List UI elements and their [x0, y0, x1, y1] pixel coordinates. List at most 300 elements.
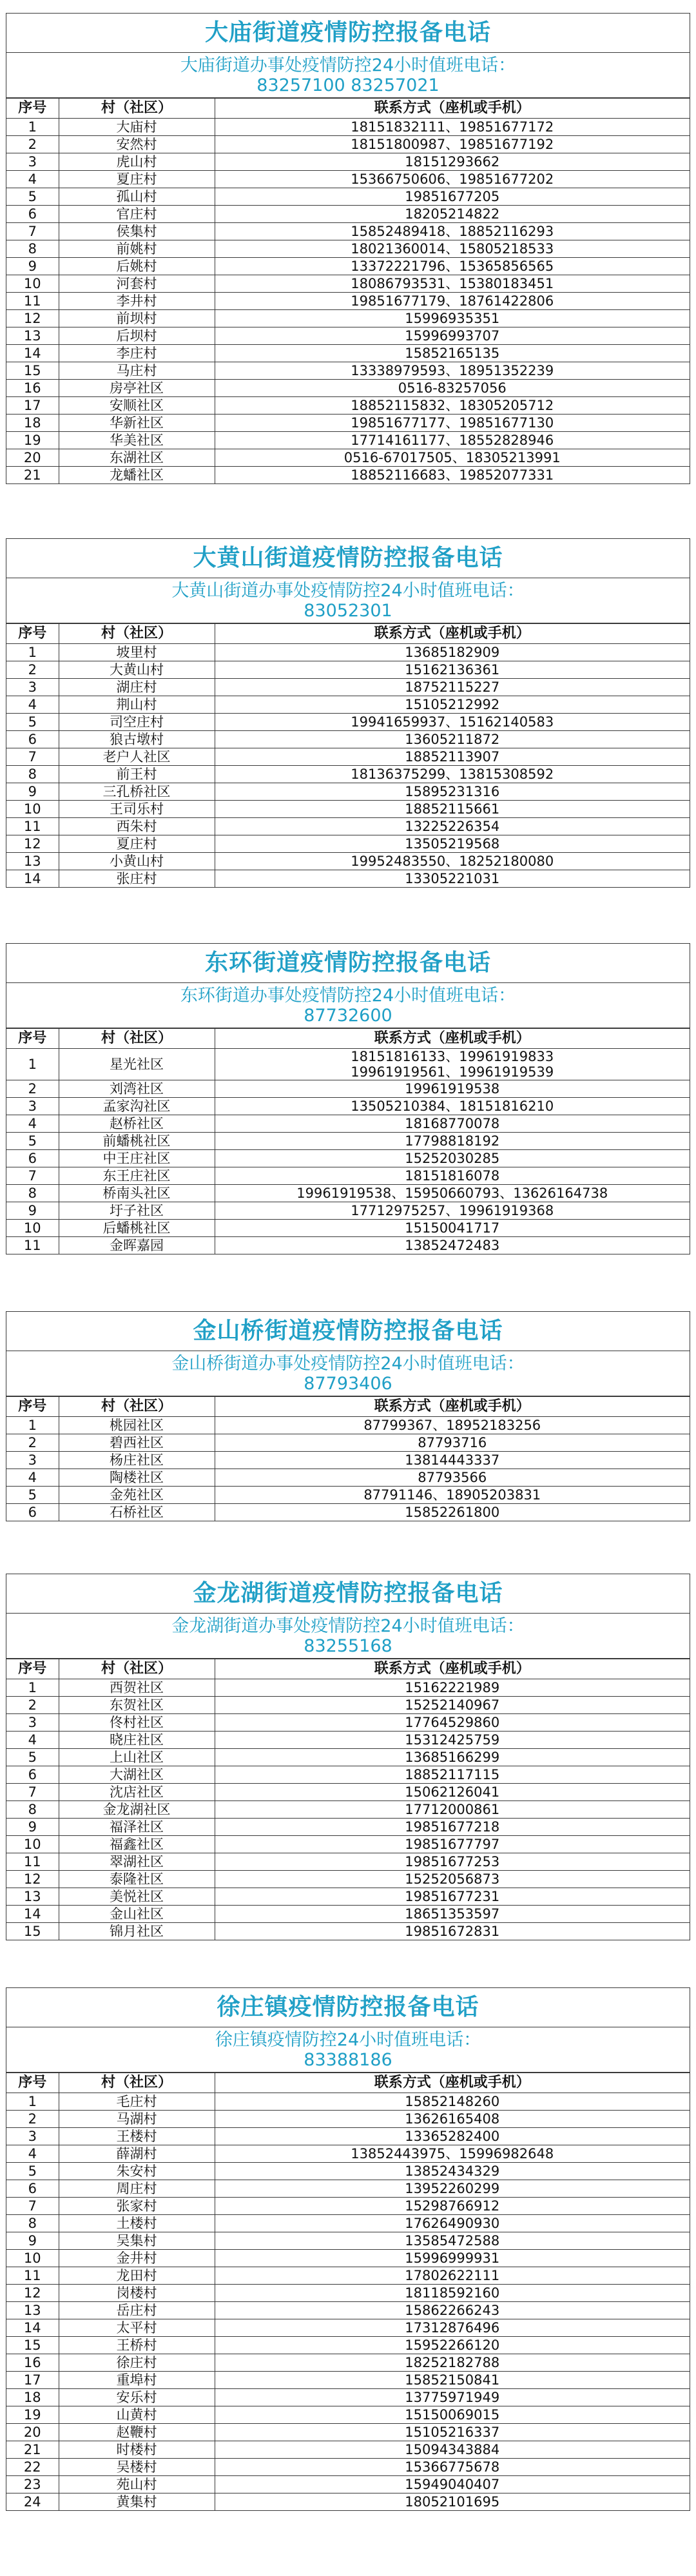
village-name: 张庄村	[59, 870, 215, 888]
table-row	[6, 1697, 690, 1714]
village-name: 孤山村	[59, 188, 215, 206]
contact-cell	[215, 2145, 690, 2163]
village-name: 狼古墩村	[59, 731, 215, 748]
village-name: 东贺社区	[59, 1697, 215, 1714]
row-number: 11	[6, 818, 59, 835]
village-name: 赵桥社区	[59, 1115, 215, 1133]
contact-cell	[215, 1836, 690, 1853]
village-name: 夏庄村	[59, 835, 215, 853]
phone-number: 13505210384、18151816210	[351, 1098, 554, 1114]
table-row	[6, 1906, 690, 1923]
village-name: 碧西社区	[59, 1434, 215, 1452]
village-name: 后姚村	[59, 258, 215, 275]
phone-number: 15949040407	[405, 2477, 500, 2492]
table-row	[6, 2302, 690, 2319]
phone-number: 13505219568	[405, 836, 500, 852]
row-number: 4	[6, 2145, 59, 2163]
phone-number: 13775971949	[405, 2390, 500, 2405]
table-row	[6, 801, 690, 818]
table-row	[6, 1679, 690, 1697]
village-name: 黄集村	[59, 2493, 215, 2511]
phone-number: 19851677797	[405, 1837, 500, 1852]
table-row	[6, 1801, 690, 1819]
village-name: 山黄村	[59, 2406, 215, 2424]
hotline-numbers: 83388186	[304, 2050, 392, 2070]
village-name: 大湖社区	[59, 1766, 215, 1784]
row-number: 10	[6, 1836, 59, 1853]
phone-number: 18852117115	[405, 1767, 500, 1782]
phone-number: 15062126041	[405, 1784, 500, 1800]
section-title: 东环街道疫情防控报备电话	[6, 944, 690, 983]
village-name: 坡里村	[59, 644, 215, 661]
table-header-row	[6, 1029, 690, 1049]
row-number: 13	[6, 853, 59, 870]
table-row	[6, 2459, 690, 2476]
table-row	[6, 1819, 690, 1836]
hotline	[6, 1614, 690, 1659]
contact-table	[6, 623, 690, 887]
row-number: 10	[6, 2250, 59, 2267]
village-name: 陶楼社区	[59, 1469, 215, 1487]
village-name: 沈店社区	[59, 1784, 215, 1801]
section-title: 大黄山街道疫情防控报备电话	[6, 539, 690, 578]
contact-cell	[215, 432, 690, 449]
table-row	[6, 679, 690, 696]
table-row	[6, 153, 690, 171]
phone-number: 18852115832、18305205712	[351, 398, 554, 413]
header-no: 序号	[6, 99, 59, 119]
village-name: 朱安村	[59, 2163, 215, 2180]
row-number: 4	[6, 1115, 59, 1133]
row-number: 9	[6, 2232, 59, 2250]
village-name: 徐庄村	[59, 2354, 215, 2372]
table-row	[6, 1049, 690, 1080]
table-row	[6, 1714, 690, 1732]
phone-number: 15952266120	[405, 2337, 500, 2353]
hotline	[6, 2027, 690, 2073]
table-row	[6, 1923, 690, 1940]
village-name: 侯集村	[59, 223, 215, 240]
contact-cell	[215, 714, 690, 731]
row-number: 11	[6, 2267, 59, 2285]
phone-number: 13626165408	[405, 2111, 500, 2127]
row-number: 1	[6, 1679, 59, 1697]
contact-cell	[215, 415, 690, 432]
village-name: 马庄村	[59, 362, 215, 380]
phone-number: 13952260299	[405, 2181, 500, 2196]
row-number: 4	[6, 696, 59, 714]
table-row	[6, 188, 690, 206]
village-name: 泰隆社区	[59, 1871, 215, 1888]
contact-cell	[215, 801, 690, 818]
row-number: 5	[6, 1749, 59, 1766]
row-number: 22	[6, 2459, 59, 2476]
phone-number: 19961919538	[405, 1081, 500, 1097]
row-number: 2	[6, 2111, 59, 2128]
table-row	[6, 397, 690, 415]
contact-cell	[215, 1888, 690, 1906]
contact-cell	[215, 2267, 690, 2285]
contact-cell	[215, 223, 690, 240]
contact-cell	[215, 1906, 690, 1923]
village-name: 锦月社区	[59, 1923, 215, 1940]
contact-cell	[215, 1766, 690, 1784]
row-number: 23	[6, 2476, 59, 2493]
contact-cell	[215, 1417, 690, 1434]
header-no: 序号	[6, 2073, 59, 2093]
table-header-row	[6, 624, 690, 644]
row-number: 2	[6, 661, 59, 679]
table-row	[6, 1434, 690, 1452]
row-number: 1	[6, 1417, 59, 1434]
table-row	[6, 1185, 690, 1202]
village-name: 赵鞭村	[59, 2424, 215, 2441]
phone-number: 18118592160	[405, 2285, 500, 2301]
village-name: 时楼村	[59, 2441, 215, 2459]
row-number: 3	[6, 1452, 59, 1469]
table-row	[6, 1452, 690, 1469]
table-row	[6, 2337, 690, 2354]
hotline-label: 大黄山街道办事处疫情防控24小时值班电话：	[171, 581, 525, 601]
village-name: 安然村	[59, 136, 215, 153]
village-name: 上山社区	[59, 1749, 215, 1766]
phone-number: 13852443975、15996982648	[351, 2146, 554, 2161]
village-name: 福泽社区	[59, 1819, 215, 1836]
hotline	[6, 1351, 690, 1396]
phone-number: 0516-67017505、18305213991	[343, 450, 561, 465]
phone-number: 19851677253	[405, 1854, 500, 1869]
village-name: 薛湖村	[59, 2145, 215, 2163]
table-row	[6, 1098, 690, 1115]
contact-cell	[215, 2198, 690, 2215]
contact-cell	[215, 2319, 690, 2337]
table-row	[6, 783, 690, 801]
row-number: 13	[6, 2302, 59, 2319]
table-row	[6, 2319, 690, 2337]
hotline-numbers: 87732600	[304, 1006, 392, 1026]
section-title: 金龙湖街道疫情防控报备电话	[6, 1574, 690, 1614]
village-name: 东王庄社区	[59, 1167, 215, 1185]
row-number: 6	[6, 2180, 59, 2198]
row-number: 15	[6, 1923, 59, 1940]
row-number: 12	[6, 1871, 59, 1888]
village-name: 荆山村	[59, 696, 215, 714]
row-number: 6	[6, 731, 59, 748]
village-name: 杨庄社区	[59, 1452, 215, 1469]
row-number: 14	[6, 345, 59, 362]
village-name: 金龙湖社区	[59, 1801, 215, 1819]
phone-number: 17798818192	[405, 1133, 500, 1149]
table-row	[6, 310, 690, 327]
row-number: 6	[6, 1504, 59, 1521]
phone-number: 0516-83257056	[398, 380, 507, 396]
row-number: 8	[6, 240, 59, 258]
village-name: 岳庄村	[59, 2302, 215, 2319]
village-name: 石桥社区	[59, 1504, 215, 1521]
row-number: 8	[6, 1185, 59, 1202]
contact-cell	[215, 153, 690, 171]
phone-number: 17312876496	[405, 2320, 500, 2336]
phone-number: 19961919538、15950660793、13626164738	[296, 1186, 608, 1201]
table-row	[6, 2198, 690, 2215]
contact-table	[6, 1659, 690, 1940]
phone-number: 18136375299、13815308592	[351, 766, 554, 782]
section-4	[6, 1311, 690, 1521]
village-name: 湖庄村	[59, 679, 215, 696]
contact-cell	[215, 644, 690, 661]
contact-cell	[215, 1133, 690, 1150]
phone-number: 15252140967	[405, 1697, 500, 1713]
contact-cell	[215, 327, 690, 345]
row-number: 11	[6, 293, 59, 310]
contact-cell	[215, 2493, 690, 2511]
table-row	[6, 1871, 690, 1888]
contact-cell	[215, 1098, 690, 1115]
contact-cell	[215, 1784, 690, 1801]
row-number: 20	[6, 449, 59, 467]
phone-number: 15162221989	[405, 1680, 500, 1695]
contact-cell	[215, 258, 690, 275]
hotline-label: 大庙街道办事处疫情防控24小时值班电话：	[180, 55, 516, 75]
row-number: 2	[6, 1080, 59, 1098]
phone-number: 15366750606、19851677202	[351, 171, 554, 187]
phone-number: 87791146、18905203831	[363, 1487, 541, 1503]
table-header-row	[6, 1397, 690, 1417]
village-name: 孟家沟社区	[59, 1098, 215, 1115]
phone-number: 18151800987、19851677192	[351, 137, 554, 152]
contact-table	[6, 98, 690, 483]
contact-cell	[215, 853, 690, 870]
hotline-numbers: 87793406	[304, 1374, 392, 1394]
table-row	[6, 2441, 690, 2459]
village-name: 苑山村	[59, 2476, 215, 2493]
phone-number: 13365282400	[405, 2129, 500, 2144]
village-name: 王楼村	[59, 2128, 215, 2145]
table-header-row	[6, 1659, 690, 1679]
village-name: 李庄村	[59, 345, 215, 362]
row-number: 16	[6, 380, 59, 397]
village-name: 前姚村	[59, 240, 215, 258]
contact-cell	[215, 661, 690, 679]
header-contact: 联系方式（座机或手机）	[215, 99, 690, 119]
village-name: 吴集村	[59, 2232, 215, 2250]
row-number: 13	[6, 327, 59, 345]
row-number: 7	[6, 2198, 59, 2215]
table-row	[6, 1237, 690, 1254]
phone-number: 18852113907	[405, 749, 500, 765]
row-number: 5	[6, 2163, 59, 2180]
phone-number: 18852115661	[405, 801, 500, 817]
row-number: 3	[6, 1714, 59, 1732]
section-2	[6, 538, 690, 888]
contact-cell	[215, 171, 690, 188]
section-title: 金山桥街道疫情防控报备电话	[6, 1312, 690, 1351]
contact-cell	[215, 136, 690, 153]
phone-number: 13814443337	[405, 1452, 500, 1468]
phone-number: 15252030285	[405, 1151, 500, 1166]
phone-number: 19851677205	[405, 189, 500, 204]
contact-cell	[215, 1801, 690, 1819]
phone-number: 19961919561、19961919539	[351, 1064, 554, 1080]
contact-cell	[215, 2459, 690, 2476]
village-name: 美悦社区	[59, 1888, 215, 1906]
village-name: 圩子社区	[59, 1202, 215, 1220]
phone-number: 15862266243	[405, 2303, 500, 2318]
phone-number: 19851672831	[405, 1924, 500, 1939]
row-number: 8	[6, 1801, 59, 1819]
row-number: 1	[6, 644, 59, 661]
contact-cell	[215, 2128, 690, 2145]
table-row	[6, 223, 690, 240]
contact-cell	[215, 293, 690, 310]
phone-number: 13852472483	[405, 1238, 500, 1253]
contact-cell	[215, 1167, 690, 1185]
table-row	[6, 275, 690, 293]
phone-number: 15852150841	[405, 2372, 500, 2388]
row-number: 5	[6, 714, 59, 731]
contact-cell	[215, 1714, 690, 1732]
row-number: 1	[6, 2093, 59, 2111]
row-number: 8	[6, 766, 59, 783]
contact-cell	[215, 1150, 690, 1167]
village-name: 张家村	[59, 2198, 215, 2215]
hotline-numbers: 83052301	[304, 601, 392, 621]
phone-number: 18151293662	[405, 154, 500, 170]
village-name: 华新社区	[59, 415, 215, 432]
phone-number: 18651353597	[405, 1906, 500, 1922]
contact-cell	[215, 2441, 690, 2459]
village-name: 河套村	[59, 275, 215, 293]
contact-cell	[215, 1819, 690, 1836]
header-village: 村（社区）	[59, 2073, 215, 2093]
header-village: 村（社区）	[59, 1397, 215, 1417]
phone-number: 19851677179、18761422806	[351, 293, 554, 309]
village-name: 金山社区	[59, 1906, 215, 1923]
village-name: 司空庄村	[59, 714, 215, 731]
phone-number: 18151816133、19961919833	[351, 1049, 554, 1064]
table-row	[6, 2354, 690, 2372]
table-row	[6, 818, 690, 835]
village-name: 桃园社区	[59, 1417, 215, 1434]
contact-cell	[215, 2285, 690, 2302]
row-number: 3	[6, 679, 59, 696]
contact-table	[6, 1396, 690, 1521]
table-row	[6, 258, 690, 275]
header-no: 序号	[6, 1659, 59, 1679]
village-name: 前坝村	[59, 310, 215, 327]
village-name: 华美社区	[59, 432, 215, 449]
phone-number: 15105212992	[405, 697, 500, 712]
contact-cell	[215, 731, 690, 748]
table-row	[6, 2163, 690, 2180]
village-name: 马湖村	[59, 2111, 215, 2128]
table-row	[6, 1853, 690, 1871]
hotline-label: 徐庄镇疫情防控24小时值班电话：	[215, 2030, 481, 2050]
section-5	[6, 1574, 690, 1940]
contact-cell	[215, 380, 690, 397]
contact-cell	[215, 835, 690, 853]
contact-cell	[215, 2389, 690, 2406]
table-row	[6, 2111, 690, 2128]
row-number: 17	[6, 397, 59, 415]
contact-table	[6, 2073, 690, 2510]
phone-number: 15852148260	[405, 2094, 500, 2109]
row-number: 1	[6, 119, 59, 136]
village-name: 房亭社区	[59, 380, 215, 397]
village-name: 东湖社区	[59, 449, 215, 467]
header-village: 村（社区）	[59, 1029, 215, 1049]
table-row	[6, 2389, 690, 2406]
header-contact: 联系方式（座机或手机）	[215, 2073, 690, 2093]
row-number: 5	[6, 188, 59, 206]
phone-number: 15094343884	[405, 2442, 500, 2457]
section-6	[6, 1987, 690, 2511]
section-1	[6, 13, 690, 484]
contact-cell	[215, 1923, 690, 1940]
table-row	[6, 1784, 690, 1801]
contact-cell	[215, 2372, 690, 2389]
village-name: 安顺社区	[59, 397, 215, 415]
table-row	[6, 293, 690, 310]
village-name: 刘湾社区	[59, 1080, 215, 1098]
table-row	[6, 2406, 690, 2424]
contact-cell	[215, 696, 690, 714]
table-row	[6, 2215, 690, 2232]
row-number: 8	[6, 2215, 59, 2232]
row-number: 10	[6, 275, 59, 293]
row-number: 17	[6, 2372, 59, 2389]
contact-cell	[215, 1434, 690, 1452]
hotline-label: 金龙湖街道办事处疫情防控24小时值班电话：	[171, 1616, 525, 1636]
village-name: 周庄村	[59, 2180, 215, 2198]
table-row	[6, 2267, 690, 2285]
contact-cell	[215, 2337, 690, 2354]
header-village: 村（社区）	[59, 99, 215, 119]
contact-cell	[215, 2215, 690, 2232]
row-number: 6	[6, 1766, 59, 1784]
table-row	[6, 240, 690, 258]
village-name: 王桥村	[59, 2337, 215, 2354]
table-row	[6, 644, 690, 661]
row-number: 16	[6, 2354, 59, 2372]
contact-cell	[215, 2302, 690, 2319]
contact-cell	[215, 748, 690, 766]
table-row	[6, 327, 690, 345]
row-number: 5	[6, 1487, 59, 1504]
village-name: 吴楼村	[59, 2459, 215, 2476]
phone-number: 13852434329	[405, 2163, 500, 2179]
village-name: 星光社区	[59, 1049, 215, 1080]
phone-number: 15150041717	[405, 1220, 500, 1236]
contact-cell	[215, 1220, 690, 1237]
row-number: 5	[6, 1133, 59, 1150]
table-header-row	[6, 2073, 690, 2093]
row-number: 21	[6, 2441, 59, 2459]
village-name: 大庙村	[59, 119, 215, 136]
row-number: 12	[6, 310, 59, 327]
row-number: 2	[6, 1697, 59, 1714]
contact-cell	[215, 2232, 690, 2250]
row-number: 9	[6, 258, 59, 275]
phone-number: 13225226354	[405, 819, 500, 834]
phone-number: 13305221031	[405, 871, 500, 886]
contact-cell	[215, 2424, 690, 2441]
phone-number: 15366775678	[405, 2459, 500, 2475]
row-number: 6	[6, 1150, 59, 1167]
phone-number: 17712000861	[405, 1802, 500, 1817]
table-row	[6, 870, 690, 888]
village-name: 安乐村	[59, 2389, 215, 2406]
